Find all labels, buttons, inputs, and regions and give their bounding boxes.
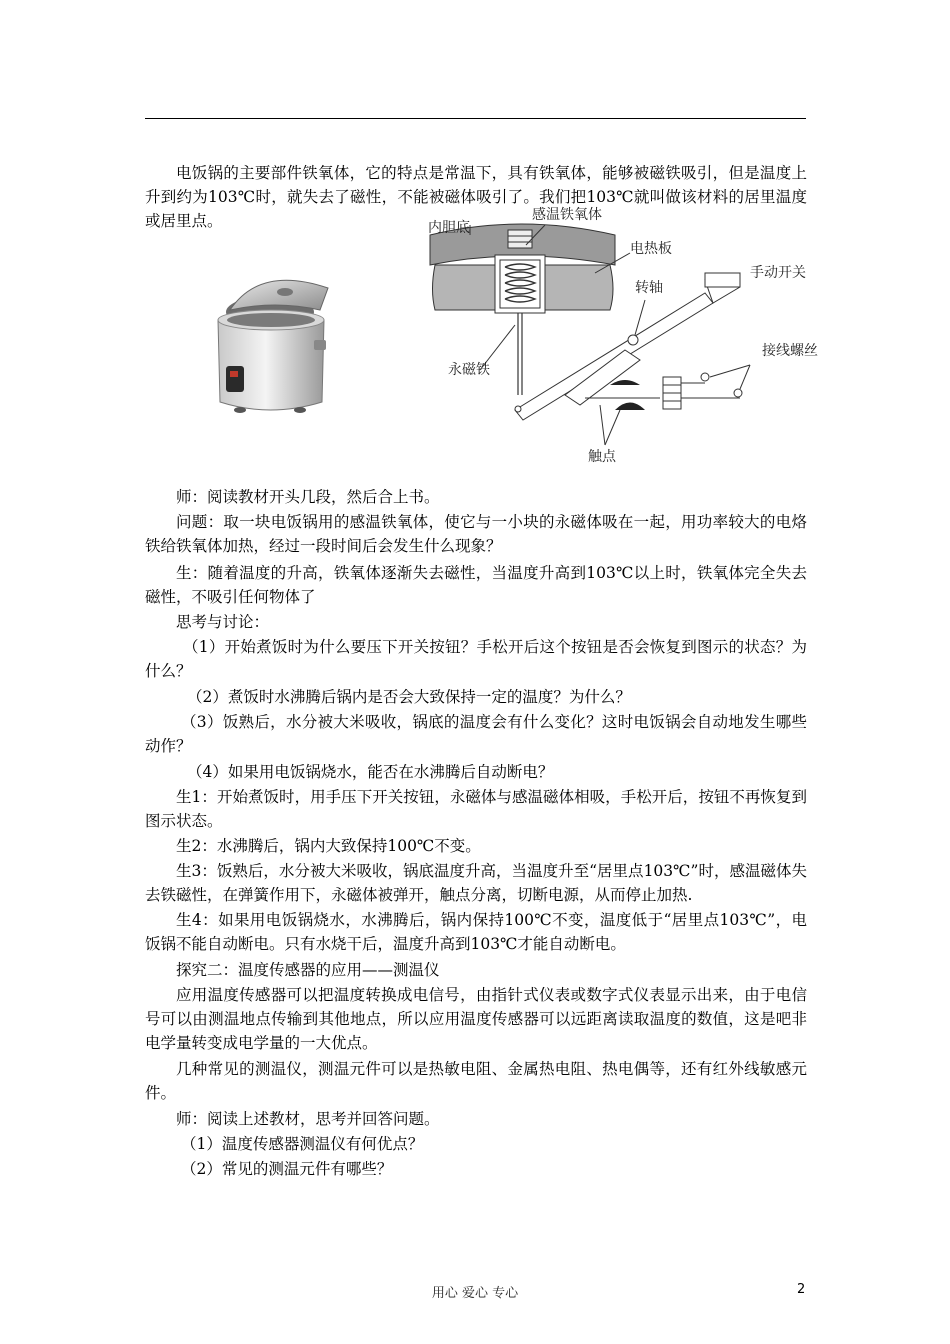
paragraph-thermometers: 几种常见的测温仪，测温元件可以是热敏电阻、金属热电阻、热电偶等，还有红外线敏感元件。 (145, 1060, 807, 1102)
paragraph-q3: （3）饭熟后，水分被大米吸收，锅底的温度会有什么变化？这时电饭锅会自动地发生哪些动作？ (145, 713, 807, 755)
paragraph-student-2: 生2：水沸腾后，锅内大致保持100℃不变。 (176, 837, 481, 855)
footer-motto: 用心 爱心 专心 (431, 1286, 519, 1301)
header-rule (145, 118, 806, 119)
paragraph-student-3: 生3：饭熟后，水分被大米吸收，锅底温度升高，当温度升至“居里点103℃”时，感温磁体失去铁磁性，在弹簧作用下，永磁体被弹开，触点分离，切断电源，从而停止加热. (145, 862, 807, 904)
label-sensor: 感温铁氧体 (532, 207, 602, 223)
paragraph-q4: （4）如果用电饭锅烧水，能否在水沸腾后自动断电？ (187, 763, 554, 781)
rice-cooker-diagram (420, 205, 840, 470)
label-inner-pot: 内胆底 (428, 220, 470, 236)
label-screws: 接线螺丝 (762, 343, 818, 359)
paragraph-question: 问题：取一块电饭锅用的感温铁氧体，使它与一小块的永磁体吸在一起，用功率较大的电烙铁给铁氧体加热，经过一段时间后会发生什么现象？ (145, 513, 807, 555)
page-number: 2 (797, 1282, 806, 1297)
rice-cooker-image (200, 270, 350, 430)
paragraph-discussion-title: 思考与讨论： (176, 613, 270, 631)
paragraph-teacher-2: 师：阅读上述教材，思考并回答问题。 (176, 1110, 440, 1128)
paragraph-student-4: 生4：如果用电饭锅烧水，水沸腾后，锅内保持100℃不变，温度低于“居里点103℃”，电饭锅不能自动断电。只有水烧干后，温度升高到103℃才能自动断电。 (145, 911, 807, 953)
paragraph-student-1: 生1：开始煮饭时，用手压下开关按钮，永磁体与感温磁体相吸，手松开后，按钮不再恢复到图示状态。 (145, 788, 807, 830)
paragraph-sensor-application: 应用温度传感器可以把温度转换成电信号，由指针式仪表或数字式仪表显示出来，由于电信号可以由测温地点传输到其他地点，所以应用温度传感器可以远距离读取温度的数值，这是吧非电学量转变成电学量的一大优点。 (145, 986, 807, 1052)
label-manual-switch: 手动开关 (750, 265, 806, 281)
paragraph-teacher-1: 师：阅读教材开头几段，然后合上书。 (176, 488, 440, 506)
paragraph-intro: 电饭锅的主要部件铁氧体，它的特点是常温下，具有铁氧体，能够被磁铁吸引，但是温度上升到约为103℃时，就失去了磁性，不能被磁体吸引了。我们把103℃就叫做该材料的居里温度或居里点。 (145, 164, 807, 230)
label-magnet: 永磁铁 (448, 362, 490, 378)
paragraph-q2: （2）煮饭时水沸腾后锅内是否会大致保持一定的温度？为什么？ (187, 688, 631, 706)
label-contacts: 触点 (588, 449, 616, 465)
label-shaft: 转轴 (635, 280, 663, 296)
paragraph-student-answer: 生：随着温度的升高，铁氧体逐渐失去磁性，当温度升高到103℃以上时，铁氧体完全失去磁性，不吸引任何物体了 (145, 564, 807, 606)
paragraph-final-q2: （2）常见的测温元件有哪些？ (181, 1160, 393, 1178)
paragraph-final-q1: （1）温度传感器测温仪有何优点？ (181, 1135, 424, 1153)
section-heading-explore-2: 探究二：温度传感器的应用——测温仪 (176, 961, 440, 979)
paragraph-q1: （1）开始煮饭时为什么要压下开关按钮？手松开后这个按钮是否会恢复到图示的状态？为什么？ (145, 638, 807, 680)
label-heater: 电热板 (630, 241, 672, 257)
